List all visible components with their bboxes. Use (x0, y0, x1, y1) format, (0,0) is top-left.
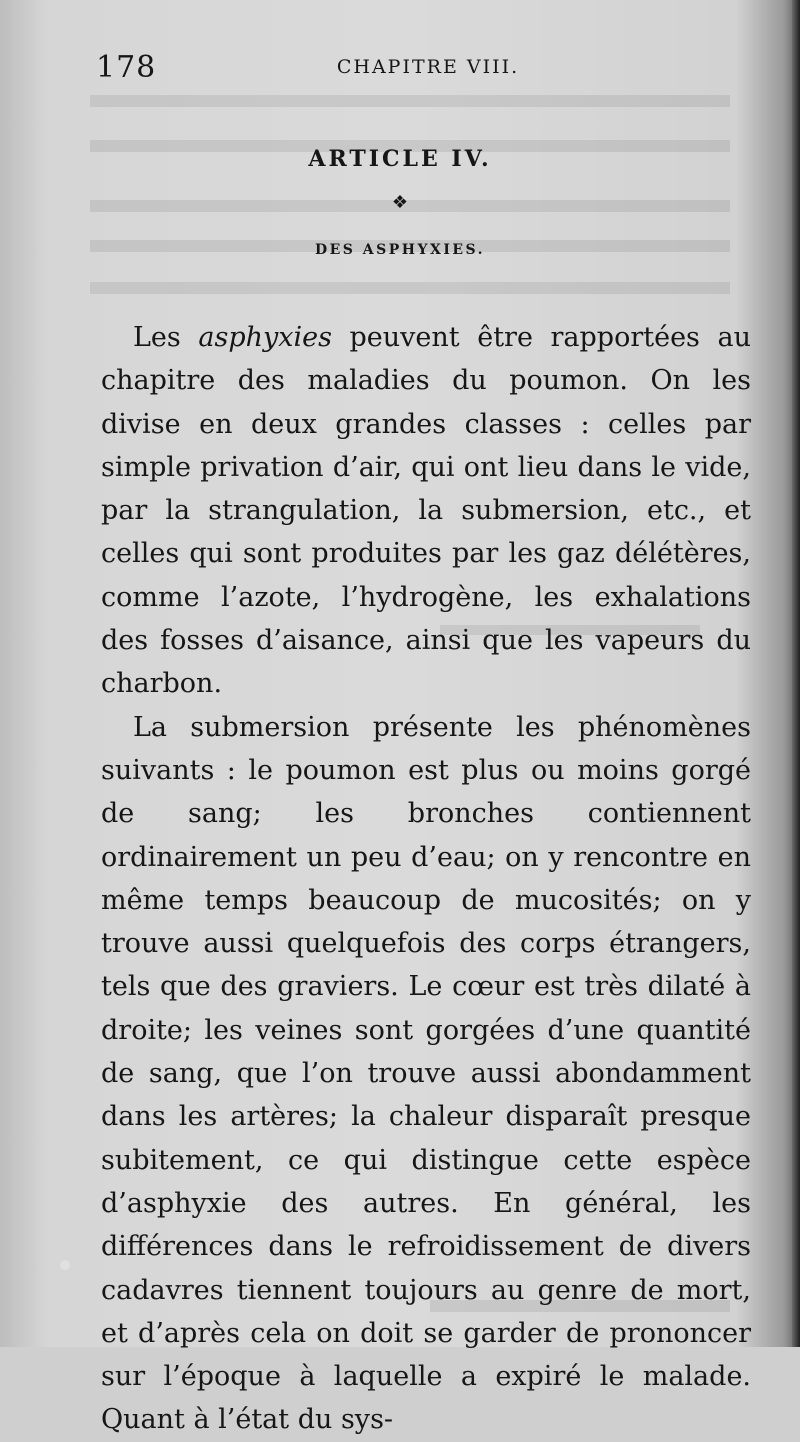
page-edge-shadow (792, 0, 800, 1347)
page-number: 178 (96, 50, 157, 85)
page-header (96, 46, 760, 86)
paragraph-1-lead: Les (133, 322, 199, 353)
section-title: DES ASPHYXIES. (314, 242, 486, 258)
paragraph-1 (101, 316, 751, 706)
paragraph-1-rest: peuvent être rapportées au chapitre des maladies du poumon. On les divise en deux grandes classes : celles par simple privation d’air, qui ont lieu dans le vide, par la strangulation, la submersion, etc., et celles qui sont produites par les gaz délétères, comme l’azote, l’hydrogène, les exhalations des fosses d’aisance, ainsi que les vapeurs du charbon. (101, 322, 751, 700)
article-title: ARTICLE IV. (308, 146, 492, 172)
ornament-icon: ❖ (391, 192, 409, 213)
paragraph-2: La submersion présente les phénomènes suivants : le poumon est plus ou moins gorgé de sang; les bronches contiennent ordinairement un peu d’eau; on y rencontre en même temps beaucoup de mucosités; on y trouve aussi quelquefois des corps étrangers, tels que des graviers. Le cœur est très dilaté à droite; les veines sont gorgées d’une quantité de sang, que l’on trouve aussi abondamment dans les artères; la chaleur disparaît presque subitement, ce qui distingue cette espèce d’asphyxie des autres. En général, les différences dans le refroidissement de divers cadavres tiennent toujours au genre de mort, et d’après cela on doit se garder de prononcer sur l’époque à laquelle a expiré le malade. Quant à l’état du sys- (101, 711, 751, 1436)
running-head: CHAPITRE VIII. (336, 56, 520, 78)
paper-spot (60, 1260, 70, 1270)
body-text (101, 316, 751, 1442)
paragraph-1-emphasis: asphyxies (198, 322, 332, 353)
